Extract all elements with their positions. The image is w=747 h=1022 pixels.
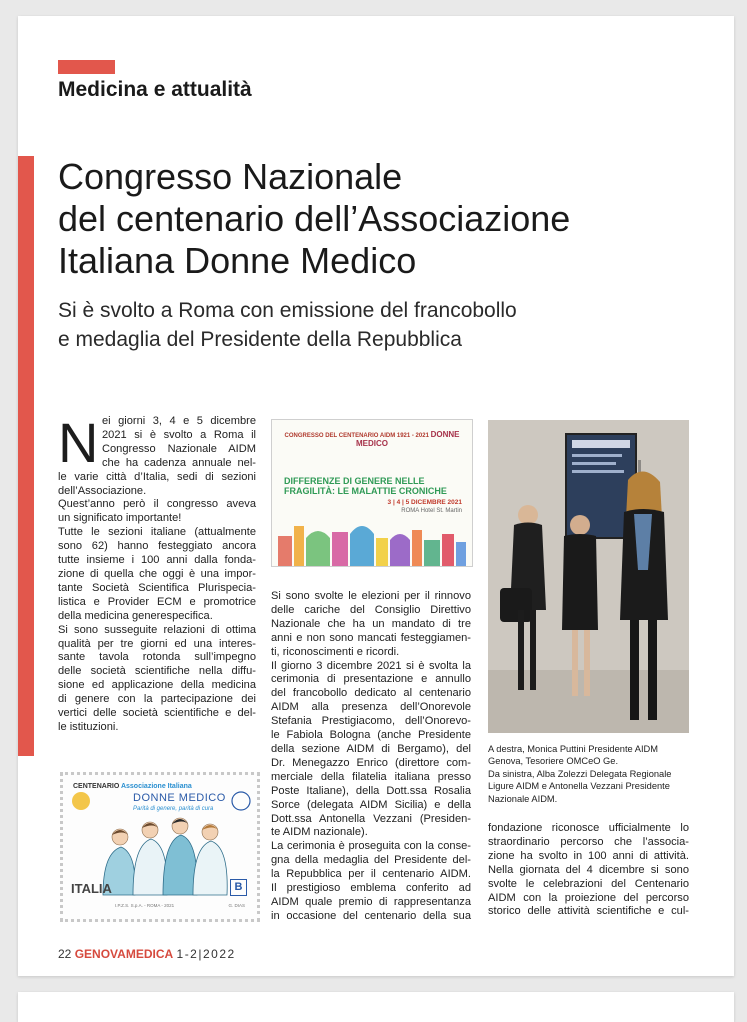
body-line: Poste Italiane), della Dott.ssa Rosalia [271, 784, 471, 797]
headline-line: Italiana Donne Medico [58, 240, 417, 281]
footer-brand-medica: MEDICA [125, 947, 174, 961]
stamp-country: ITALIA [71, 881, 112, 896]
body-line: Quest’anno però il congresso aveva [58, 498, 256, 511]
stamp-top-text: CENTENARIO [73, 783, 120, 790]
footer-issue: 1-2|2022 [176, 947, 236, 961]
poster-venue: Hotel St. Martin [420, 508, 462, 514]
poster-brand: DONNE MEDICO [356, 430, 460, 448]
body-line: La cerimonia è proseguita con la conse- [271, 840, 471, 853]
body-line: Congresso Nazionale AIDM [102, 442, 256, 455]
caption-line: Genova, Tesoriere OMCeO Ge. [488, 756, 619, 767]
article-column-2 [271, 590, 471, 924]
body-line: Nella giornata del 4 dicembre si sono [488, 863, 689, 876]
poster-top-text: CONGRESSO DEL CENTENARIO AIDM 1921 - 2021 [284, 433, 429, 439]
body-line: listica e Provider ECM e promotrice [58, 595, 256, 608]
article-headline [58, 156, 570, 282]
article-column-1 [58, 411, 256, 735]
body-line: delle cariche del Consiglio Direttivo [271, 603, 471, 616]
section-accent-bar [58, 60, 115, 74]
body-line: zione di quella che oggi è una impor- [58, 567, 256, 580]
body-line: in occasione del centenario della sua [271, 909, 471, 922]
body-line: ti, riconoscimenti e ricordi. [271, 645, 400, 658]
body-line: le Fabiola Bologna (anche Presidente [271, 729, 471, 742]
body-line: Tutte le sezioni italiane (attualmente [58, 526, 256, 539]
stamp-image [60, 772, 260, 922]
poster-title: DIFFERENZE DI GENERE NELLE FRAGILITÀ: LE MALATTIE CRONICHE [284, 476, 447, 496]
subheadline-line: e medaglia del Presidente della Repubblica [58, 328, 462, 351]
stamp-value: B [230, 879, 247, 896]
body-line: dell’Associazione. [58, 484, 147, 497]
body-line: gna della medaglia del Presidente del- [271, 854, 471, 867]
body-line: delle società scientifiche nella diffu- [58, 665, 256, 678]
footer-brand-genova: GENOVA [74, 947, 126, 961]
body-line: Il prestigioso emblema conferito ad [271, 882, 471, 895]
stamp-artist: G. DIAS [228, 903, 245, 908]
body-line: AIDM alla presenza dell’Onorevole [271, 701, 471, 714]
stamp-assoc-text: Associazione Italiana [120, 783, 192, 790]
headline-line: Congresso Nazionale [58, 156, 403, 197]
poster-skyline-illustration [272, 516, 472, 566]
body-line: della sezione AIDM di Bergamo), del [271, 742, 471, 755]
photo-caption [488, 743, 692, 805]
caption-line: Nazionale AIDM. [488, 793, 558, 804]
body-line: che ha cadenza annuale nel- [102, 456, 256, 469]
body-line: zione ha svolto in 100 anni di attività. [488, 849, 689, 862]
caption-line: Da sinistra, Alba Zolezzi Delegata Regionale [488, 768, 672, 779]
body-line: sante tavola rotonda sull’impegno [58, 651, 256, 664]
body-line: del francobollo dedicato al centenario [271, 687, 471, 700]
body-line: sione ed applicazione della medicina [58, 679, 256, 692]
poster-dates: 3 | 4 | 5 DICEMBRE 2021 [387, 499, 462, 506]
stamp-print-text: I.P.Z.S. S.p.A. - ROMA - 2021 [115, 903, 175, 908]
body-line: la Repubblica per il centenario AIDM. [271, 868, 471, 881]
body-line: fondazione riconosce ufficialmente lo [488, 822, 689, 834]
page-footer [58, 947, 236, 961]
body-line: Si sono susseguite relazioni di ottima [58, 623, 256, 636]
article-column-3 [488, 822, 689, 919]
body-line: te AIDM nazionale). [271, 826, 368, 839]
body-line: AIDM con la proiezione del percorso [488, 891, 689, 904]
next-page-edge [18, 992, 734, 1022]
photo-illustration [488, 420, 689, 733]
body-line: tutte insieme i 100 anni dalla fonda- [58, 554, 256, 567]
body-line: ei giorni 3, 4 e 5 dicembre [102, 415, 256, 427]
poster-city [401, 508, 462, 514]
article-subheadline [58, 296, 517, 354]
side-accent-bar [18, 156, 34, 756]
subheadline-line: Si è svolto a Roma con emissione del francobollo [58, 299, 517, 322]
body-line: qualità per tre giorni ed una interes- [58, 637, 256, 650]
caption-line: A destra, Monica Puttini Presidente AIDM [488, 744, 659, 754]
magazine-page [18, 16, 734, 976]
body-line: Dott.ssa Antonella Vezzani (Presiden- [271, 812, 471, 825]
body-line: tante Società Scientifica Plurispecia- [58, 581, 256, 594]
body-line: Il giorno 3 dicembre 2021 si è svolta la [271, 659, 471, 672]
congress-poster-image [271, 419, 473, 567]
body-line: Nazionale che ha un mandato di tre [271, 617, 471, 630]
body-line: un significato importante! [58, 512, 182, 525]
body-line: Si sono svolte le elezioni per il rinnovo [271, 590, 471, 602]
body-line: di genere con la partecipazione dei [58, 693, 256, 706]
page-number: 22 [58, 947, 72, 961]
drop-cap: N [58, 411, 99, 474]
stamp-illustration [63, 775, 257, 919]
body-line: merciale della filatelia italiana presso [271, 770, 471, 783]
body-line: Dr. Menegazzo Enrico (direttore com- [271, 756, 471, 769]
body-line: della medicina generespecifica. [58, 609, 213, 622]
body-line: Sorce (delegata AIDM Sicilia) e della [271, 798, 471, 811]
stamp-brand: DONNE MEDICO [133, 792, 226, 804]
body-line: le istituzioni. [58, 720, 119, 733]
stamp-motto: Parità di genere, parità di cura [133, 806, 214, 812]
group-photo [488, 420, 689, 733]
body-line: anni e non sono mancati festeggiamen- [271, 631, 471, 644]
poster-header [272, 430, 472, 448]
body-line: straordinario percorso che l’associa- [488, 835, 689, 848]
body-line: storico delle attività scientifiche e cul- [488, 905, 689, 918]
body-line: sono 62) hanno festeggiato ancora [58, 540, 256, 553]
body-line: vertici delle società scientifiche e del- [58, 707, 256, 720]
body-line: le varie città d’Italia, sedi di sezioni [58, 470, 256, 483]
poster-city-name: ROMA [401, 508, 419, 514]
caption-line: Ligure AIDM e Antonella Vezzani Presidente [488, 781, 670, 792]
body-line: Stefania Prestigiacomo, dell’Onorevo- [271, 715, 471, 728]
headline-line: del centenario dell’Associazione [58, 198, 571, 239]
body-line: cerimonia di presentazione e annullo [271, 673, 471, 686]
section-title: Medicina e attualità [58, 78, 252, 101]
body-line: svolte le celebrazioni del Centenario [488, 877, 689, 890]
body-line: AIDM quale premio di rappresentanza [271, 895, 471, 908]
body-line: 2021 si è svolto a Roma il [102, 428, 256, 441]
